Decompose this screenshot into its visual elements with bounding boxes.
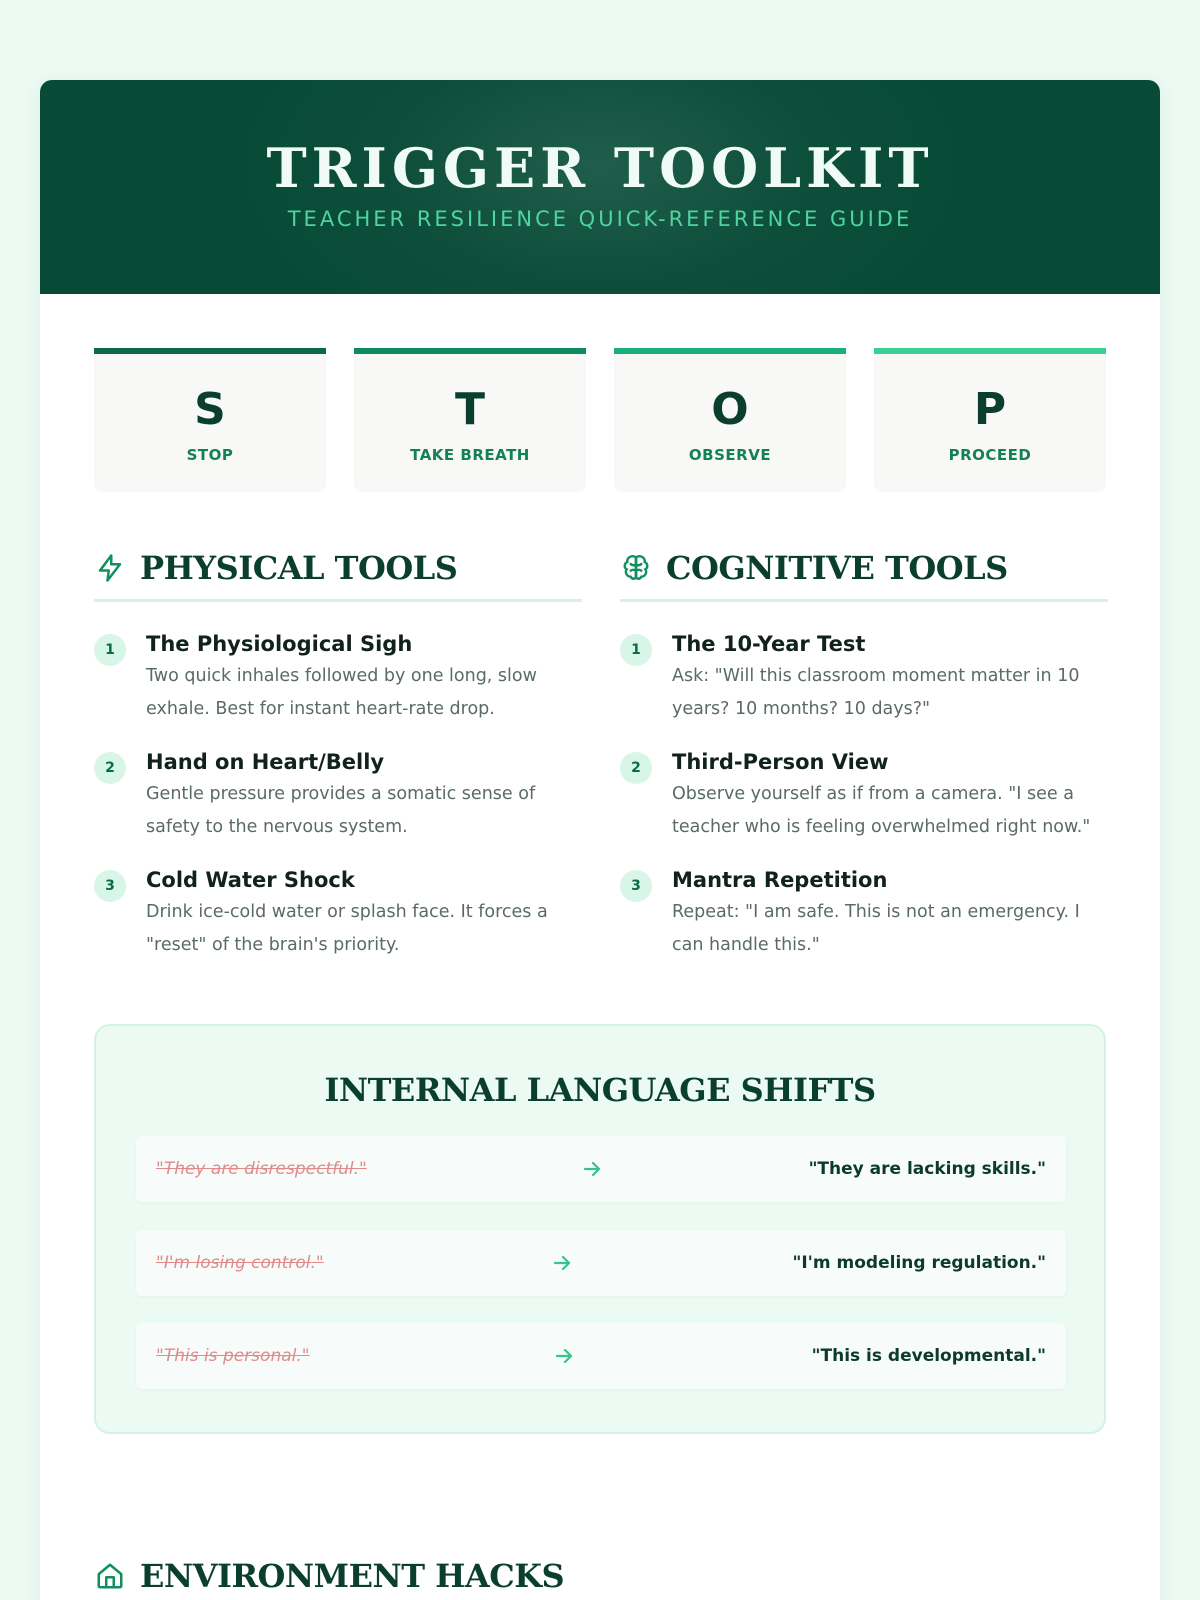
cognitive-tools-title: COGNITIVE TOOLS — [666, 548, 1008, 587]
environment-hacks-header — [94, 1548, 1106, 1600]
arrow-right-icon — [550, 1251, 574, 1275]
physical-tools-section — [94, 542, 582, 984]
page-title: TRIGGER TOOLKIT — [266, 136, 934, 200]
header-banner — [40, 80, 1160, 294]
stop-letter: S — [194, 384, 226, 435]
item-description: Ask: "Will this classroom moment matter in 10 years? 10 months? 10 days?" — [672, 666, 1080, 719]
arrow-right-icon — [552, 1344, 576, 1368]
cognitive-tools-list — [620, 630, 1108, 984]
new-phrase: "This is developmental." — [811, 1346, 1046, 1366]
stop-acronym-row — [94, 348, 1106, 492]
item-title: Third-Person View — [672, 750, 889, 774]
old-phrase: "I'm losing control." — [156, 1253, 324, 1273]
environment-hacks-section — [94, 1548, 1106, 1600]
stop-letter: O — [711, 384, 749, 435]
item-description: Gentle pressure provides a somatic sense of safety to the nervous system. — [146, 784, 536, 837]
home-icon — [94, 1560, 126, 1592]
item-description: Repeat: "I am safe. This is not an emergency. I can handle this." — [672, 902, 1080, 955]
cognitive-tools-section — [620, 542, 1108, 984]
stop-card-s — [94, 348, 326, 492]
item-title: Cold Water Shock — [146, 868, 355, 892]
lightning-icon — [94, 552, 126, 584]
old-phrase: "They are disrespectful." — [156, 1159, 367, 1179]
list-item — [94, 866, 582, 984]
cognitive-tools-header — [620, 542, 1108, 602]
environment-hacks-title: ENVIRONMENT HACKS — [140, 1556, 565, 1595]
arrow-right-icon — [580, 1157, 604, 1181]
stop-word: PROCEED — [948, 446, 1032, 464]
item-title: The Physiological Sigh — [146, 632, 413, 656]
page-subtitle: TEACHER RESILIENCE QUICK-REFERENCE GUIDE — [287, 207, 913, 231]
item-number-badge: 1 — [94, 634, 126, 666]
item-description: Two quick inhales followed by one long, slow exhale. Best for instant heart-rate drop. — [146, 666, 537, 719]
stop-letter: P — [973, 384, 1007, 435]
new-phrase: "I'm modeling regulation." — [792, 1253, 1046, 1273]
item-title: The 10-Year Test — [672, 632, 866, 656]
item-description: Drink ice-cold water or splash face. It forces a "reset" of the brain's priority. — [146, 902, 548, 955]
stop-letter: T — [454, 384, 485, 435]
stop-word: OBSERVE — [688, 446, 772, 464]
physical-tools-list — [94, 630, 582, 984]
list-item — [620, 748, 1108, 866]
brain-icon — [620, 552, 652, 584]
new-phrase: "They are lacking skills." — [808, 1159, 1046, 1179]
guide-card — [40, 80, 1160, 1600]
language-shifts-title: INTERNAL LANGUAGE SHIFTS — [324, 1071, 876, 1109]
list-item — [94, 630, 582, 748]
language-shifts-panel — [94, 1024, 1106, 1434]
item-description: Observe yourself as if from a camera. "I see a teacher who is feeling overwhelmed right now." — [672, 784, 1091, 837]
stop-card-o — [614, 348, 846, 492]
shift-row — [136, 1323, 1066, 1389]
item-number-badge: 2 — [94, 752, 126, 784]
item-number-badge: 3 — [620, 870, 652, 902]
shift-row — [136, 1230, 1066, 1296]
item-title: Hand on Heart/Belly — [146, 750, 385, 774]
stop-card-t — [354, 348, 586, 492]
physical-tools-title: PHYSICAL TOOLS — [140, 548, 458, 587]
item-number-badge: 2 — [620, 752, 652, 784]
physical-tools-header — [94, 542, 582, 602]
item-title: Mantra Repetition — [672, 868, 888, 892]
item-number-badge: 1 — [620, 634, 652, 666]
list-item — [94, 748, 582, 866]
old-phrase: "This is personal." — [156, 1346, 310, 1366]
list-item — [620, 866, 1108, 984]
list-item — [620, 630, 1108, 748]
stop-card-p — [874, 348, 1106, 492]
shift-row — [136, 1136, 1066, 1202]
stop-word: TAKE BREATH — [410, 446, 530, 464]
stop-word: STOP — [186, 446, 234, 464]
item-number-badge: 3 — [94, 870, 126, 902]
